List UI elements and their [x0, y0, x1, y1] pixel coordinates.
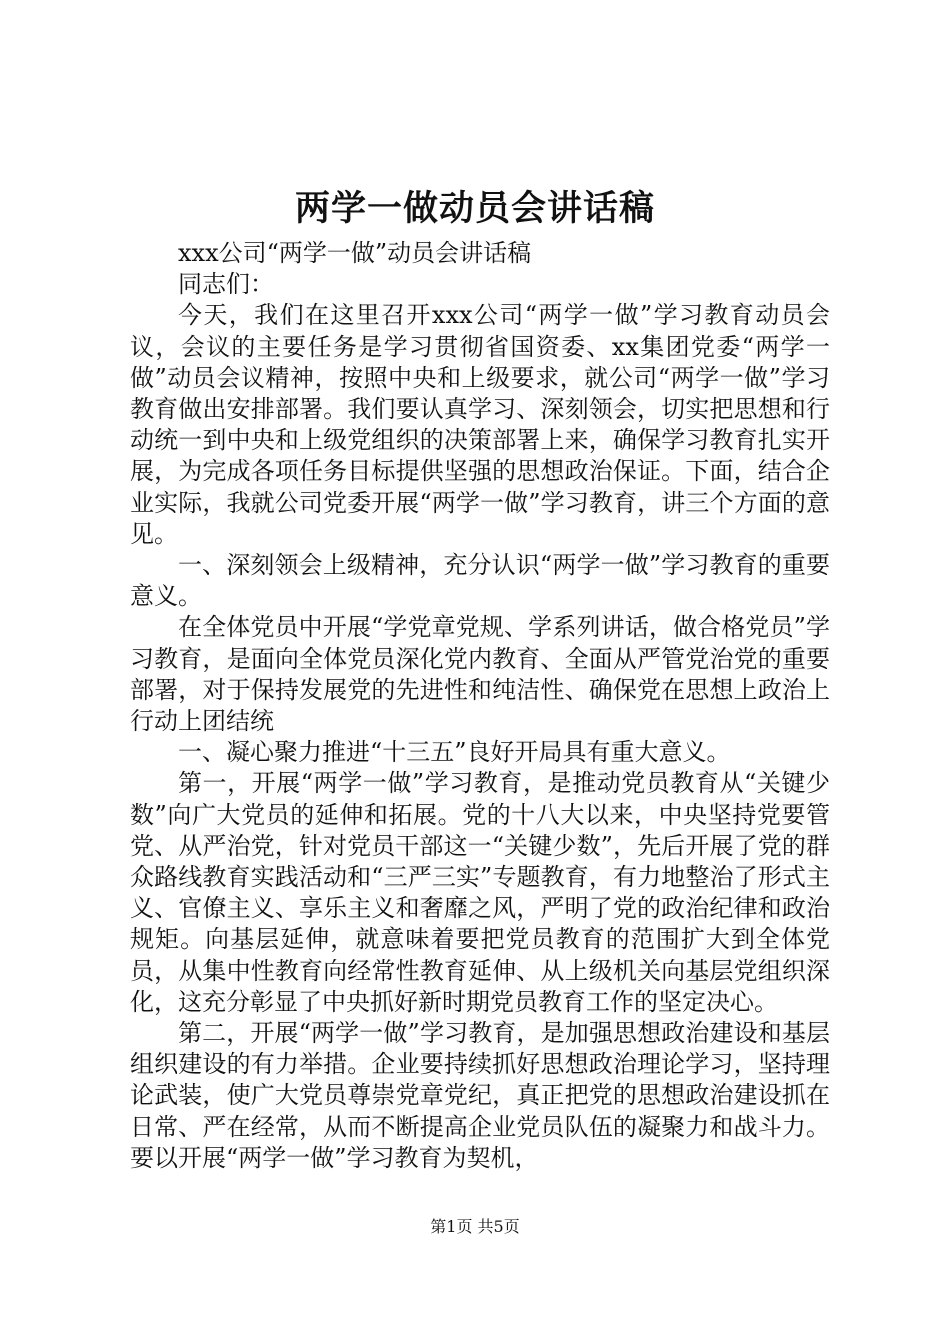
paragraph-first-point: 第一，开展“两学一做”学习教育，是推动党员教育从“关键少数”向广大党员的延伸和拓展。党的十八大以来，中央坚持党要管党、从严治党，针对党员干部这一“关键少数”，先后开展了党的群众路线教育实践活动和“三严三实”专题教育，有力地整治了形式主义、官僚主义、享乐主义和奢靡之风，严明了党的政治纪律和政治规矩。向基层延伸，就意味着要把党员教育的范围扩大到全体党员，从集中性教育向经常性教育延伸、从上级机关向基层党组织深化，这充分彰显了中央抓好新时期党员教育工作的坚定决心。: [130, 769, 830, 1016]
document-title: 两学一做动员会讲话稿: [294, 188, 655, 229]
paragraph-continuation: 一、凝心聚力推进“十三五”良好开局具有重大意义。: [178, 738, 731, 767]
paragraph-second-point: 第二，开展“两学一做”学习教育，是加强思想政治建设和基层组织建设的有力举措。企业要持续抓好思想政治理论学习，坚持理论武装，使广大党员尊崇党章党纪，真正把党的思想政治建设抓在日常、严在经常，从而不断提高企业党员队伍的凝聚力和战斗力。要以开展“两学一做”学习教育为契机，: [130, 1019, 830, 1172]
document-body: [130, 238, 830, 1174]
section-heading-1: 一、深刻领会上级精神，充分认识“两学一做”学习教育的重要意义。: [130, 551, 830, 611]
document-subtitle: xxx公司“两学一做”动员会讲话稿: [178, 239, 532, 267]
page-footer: 第1页 共5页: [430, 1217, 520, 1236]
paragraph-intro: 今天，我们在这里召开xxx公司“两学一做”学习教育动员会议，会议的主要任务是学习贯彻省国资委、xx集团党委“两学一做”动员会议精神，按照中央和上级要求，就公司“两学一做”学习教育做出安排部署。我们要认真学习、深刻领会，切实把思想和行动统一到中央和上级党组织的决策部署上来，确保学习教育扎实开展，为完成各项任务目标提供坚强的思想政治保证。下面，结合企业实际，我就公司党委开展“两学一做”学习教育，讲三个方面的意见。: [130, 301, 830, 548]
paragraph-significance: 在全体党员中开展“学党章党规、学系列讲话，做合格党员”学习教育，是面向全体党员深化党内教育、全面从严管党治党的重要部署，对于保持发展党的先进性和纯洁性、确保党在思想上政治上行动上团结统: [130, 613, 830, 736]
salutation: 同志们：: [178, 270, 274, 299]
